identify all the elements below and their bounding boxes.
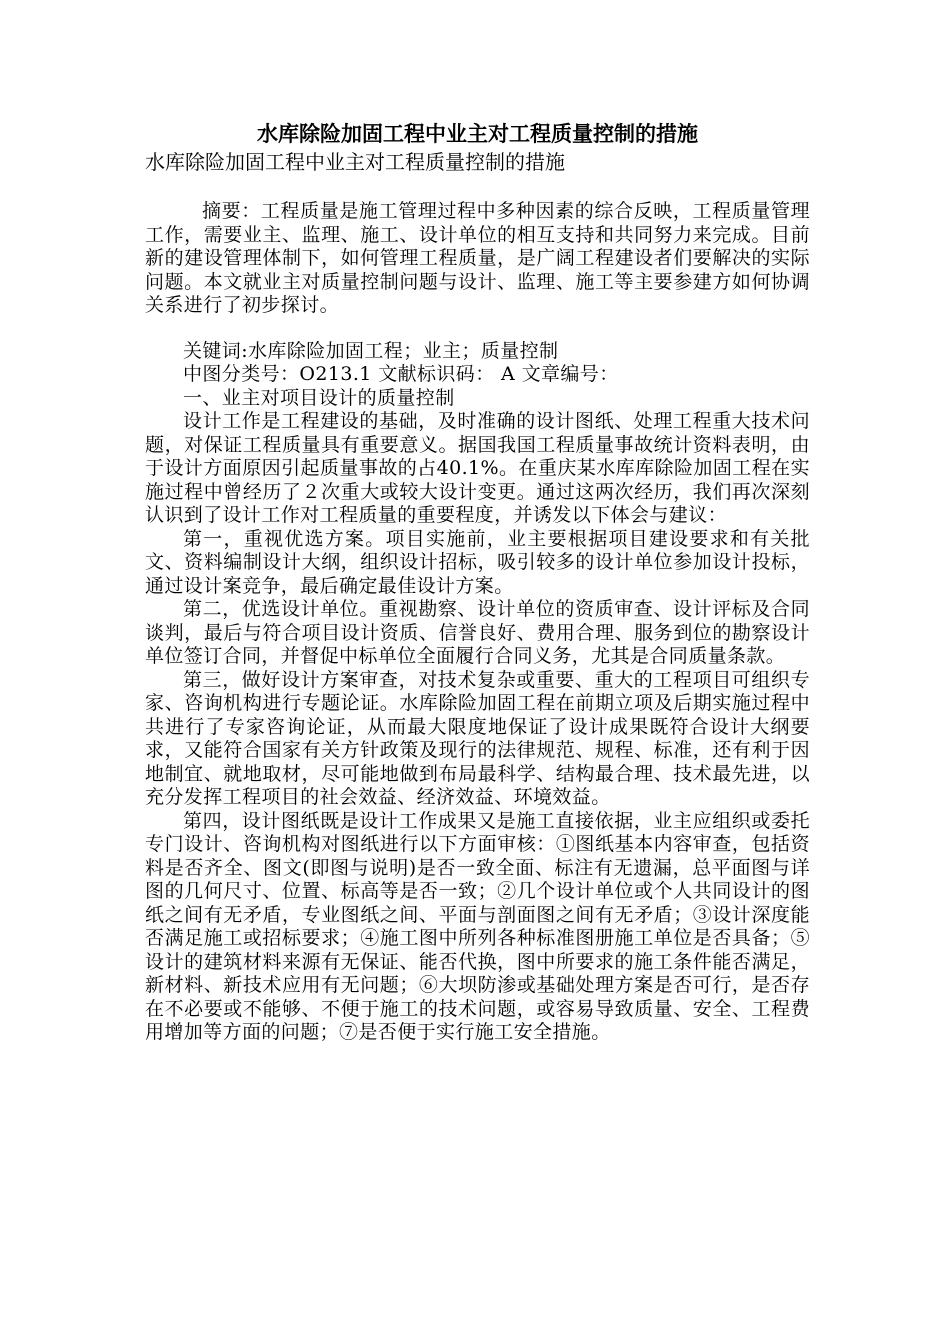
body-paragraph: 第四，设计图纸既是设计工作成果又是施工直接依据，业主应组织或委托专门设计、咨询机构对图纸进行以下方面审核：①图纸基本内容审查，包括资料是否齐全、图文(即图与说明)是否一致全面、标注有无遗漏，总平面图与详图的几何尺寸、位置、标高等是否一致；②几个设计单位或个人共同设计的图纸之间有无矛盾，专业图纸之间、平面与剖面图之间有无矛盾；③设计深度能否满足施工或招标要求；④施工图中所列各种标准图册施工单位是否具备；⑤设计的建筑材料来源有无保证、能否代换，图中所要求的施工条件能否满足，新材料、新技术应用有无问题；⑥大坝防渗或基础处理方案是否可行，是否存在不必要或不能够、不便于施工的技术问题，或容易导致质量、安全、工程费用增加等方面的问题；⑦是否便于实行施工安全措施。 (145, 809, 810, 1043)
body-paragraph: 第一，重视优选方案。项目实施前，业主要根据项目建设要求和有关批文、资料编制设计大纲，组织设计招标，吸引较多的设计单位参加设计投标，通过设计案竞争，最后确定最佳设计方案。 (145, 527, 810, 597)
body-paragraph: 第二，优选设计单位。重视勘察、设计单位的资质审查、设计评标及合同谈判，最后与符合项目设计资质、信誉良好、费用合理、服务到位的勘察设计单位签订合同，并督促中标单位全面履行合同义务，尤其是合同质量条款。 (145, 598, 810, 667)
body-paragraph: 第三，做好设计方案审查，对技术复杂或重要、重大的工程项目可组织专家、咨询机构进行专题论证。水库除险加固工程在前期立项及后期实施过程中共进行了专家咨询论证，从而最大限度地保证了设计成果既符合设计大纲要求，又能符合国家有关方针政策及现行的法律规范、规程、标准，还有利于因地制宜、就地取材，尽可能地做到布局最科学、结构最合理、技术最先进，以充分发挥工程项目的社会效益、经济效益、环境效益。 (145, 668, 810, 808)
document-title: 水库除险加固工程中业主对工程质量控制的措施 (257, 121, 698, 146)
body-paragraph: 设计工作是工程建设的基础，及时准确的设计图纸、处理工程重大技术问题，对保证工程质量具有重要意义。据国我国工程质量事故统计资料表明，由于设计方面原因引起质量事故的占40.1%。在重庆某水库库除险加固工程在实施过程中曾经历了２次重大或较大设计变更。通过这两次经历，我们再次深刻认识到了设计工作对工程质量的重要程度，并诱发以下体会与建议： (145, 410, 810, 526)
document-subtitle: 水库除险加固工程中业主对工程质量控制的措施 (145, 150, 565, 174)
classification-line: 中图分类号：O213.1 文献标识码： A 文章编号： (183, 363, 619, 385)
keywords-line: 关键词:水库除险加固工程；业主；质量控制 (183, 339, 559, 362)
document-page (145, 120, 810, 1045)
abstract-paragraph: 摘要：工程质量是施工管理过程中多种因素的综合反映，工程质量管理工作，需要业主、监理、施工、设计单位的相互支持和共同努力来完成。目前新的建设管理体制下，如何管理工程质量，是广阔工程建设者们要解决的实际问题。本文就业主对质量控制问题与设计、监理、施工等主要参建方如何协调关系进行了初步探讨。 (145, 200, 810, 316)
section-heading: 一、业主对项目设计的质量控制 (183, 386, 455, 409)
